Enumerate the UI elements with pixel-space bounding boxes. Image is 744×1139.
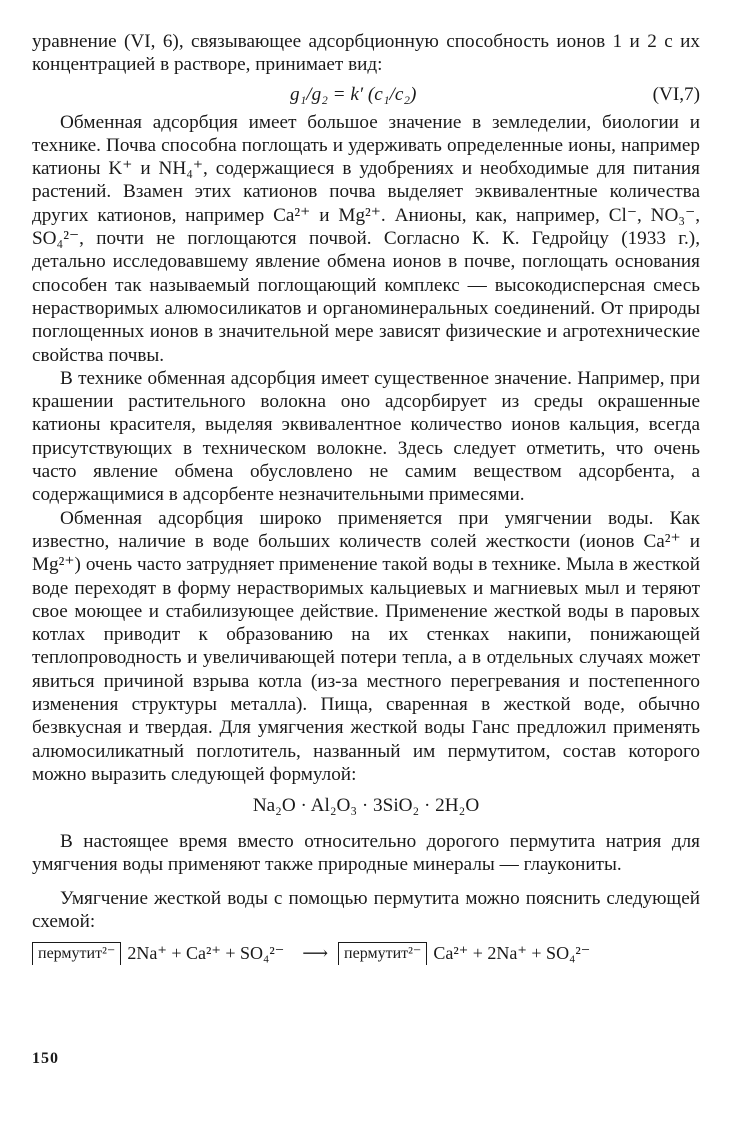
paragraph-water-softening: Обменная адсорбция широко применяется при умягчении воды. Как известно, наличие в воде больших количеств солей жесткости (ионов Ca²⁺ и Mg²⁺) очень часто затрудняет применение такой воды в технике. Мыла в жесткой воде переходят в форму нерастворимых кальциевых и магниевых мыл и теряют свое моющее и стабилизующее действие. Применение жесткой воды в паровых котлах приводит к образованию на их стенках накипи, понижающей теплопроводность и увеличивающей потери тепла, а в отдельных случаях может явиться причиной взрыва котла (из-за местного перегревания и постепенного изменения структуры металла). Пища, сваренная в жесткой воде, обычно безвкусная и твердая. Для умягчения жесткой воды Ганс предложил применять алюмосиликатный поглотитель, названный им пермутитом, состав которого можно выразить следующей формулой: [32,507,700,785]
page-text [32,30,700,965]
paragraph-soil: Обменная адсорбция имеет большое значение в земледелии, биологии и технике. Почва способна поглощать и удерживать определенные ионы, например катионы K⁺ и NH₄⁺, содержащиеся в удобрениях и необходимые для питания растений. Взамен этих катионов почва выделяет эквивалентные количества других катионов, например Ca²⁺ и Mg²⁺. Анионы, как, например, Cl⁻, NO₃⁻, SO₄²⁻, почти не поглощаются почвой. Согласно К. К. Гедройцу (1933 г.), детально исследовавшему явление обмена ионов в почве, поглощать основания способен так называемый поглощающий комплекс — высокодисперсная смесь нерастворимых алюмосиликатов и органоминеральных соединений. От природы поглощенных ионов в значительной мере зависят физические и агротехнические свойства почвы. [32,111,700,366]
paragraph-intro: уравнение (VI, 6), связывающее адсорбционную способность ионов 1 и 2 с их концентрацией в растворе, принимает вид: [32,31,700,76]
paragraph-scheme-intro: Умягчение жесткой воды с помощью пермутита можно пояснить следующей схемой: [32,888,700,933]
scheme-left-box: пермутит²⁻ [32,942,121,965]
page-number: 150 [32,1050,59,1067]
exchange-scheme [32,942,700,965]
formula-vi-7-expression: g₁/g₂ = k′ (c₁/c₂) [290,83,417,105]
scheme-left-ions: 2Na⁺ + Ca²⁺ + SO₄²⁻ [127,942,285,963]
formula-vi-7 [32,77,700,111]
paragraph-glauconite: В настоящее время вместо относительно дорогого пермутита натрия для умягчения воды применяют также природные минералы — глаукониты. [32,830,700,875]
formula-vi-7-number: (VI,7) [652,83,700,105]
arrow-right-icon: ⟶ [302,942,329,963]
paragraph-technique: В технике обменная адсорбция имеет существенное значение. Например, при крашении растительного волокна оно адсорбирует из среды окрашенные катионы красителя, выделяя эквивалентное количество ионов кальция, всегда присутствующих в техническом волокне. Здесь следует отметить, что очень часто явление обмена обусловлено не самим веществом адсорбента, а содержащимися в адсорбенте незначительными примесями. [32,367,700,506]
scheme-right-ions: Ca²⁺ + 2Na⁺ + SO₄²⁻ [433,942,591,963]
permutit-formula: Na₂O · Al₂O₃ · 3SiO₂ · 2H₂O [252,795,480,817]
scheme-right-box: пермутит²⁻ [338,942,427,965]
